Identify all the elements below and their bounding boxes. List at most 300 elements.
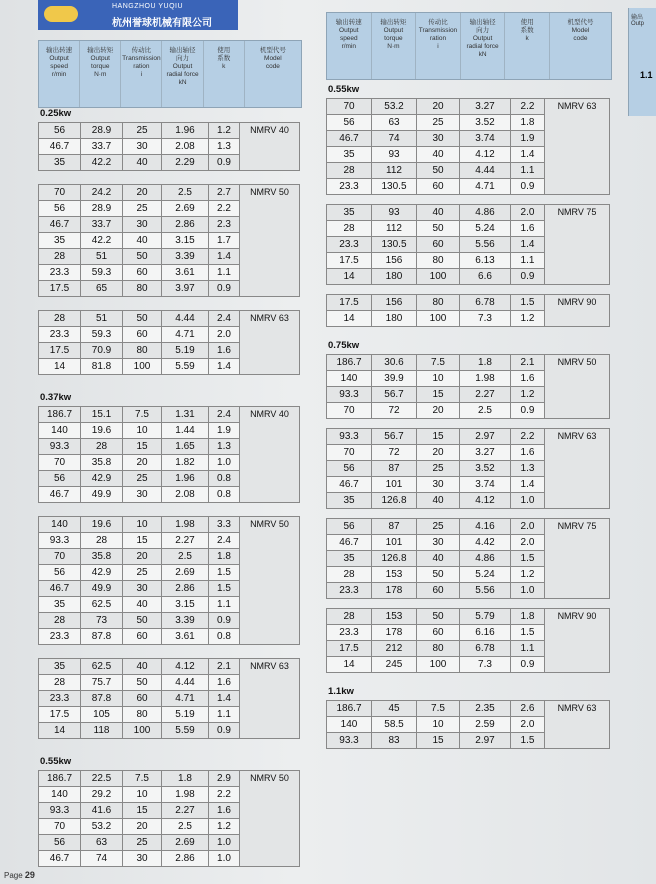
table-cell: 50 — [123, 613, 162, 629]
table-cell: 28 — [39, 249, 81, 265]
table-cell: 1.3 — [209, 139, 240, 155]
rating-table — [326, 204, 610, 285]
table-cell: 30 — [123, 487, 162, 503]
table-row — [39, 185, 300, 201]
table-cell: 29.2 — [81, 787, 123, 803]
table-cell: 10 — [417, 371, 460, 387]
rating-table — [326, 518, 610, 599]
table-cell: 2.2 — [209, 787, 240, 803]
table-cell: 1.1 — [209, 597, 240, 613]
table-cell: 1.1 — [209, 707, 240, 723]
table-cell: 70 — [39, 185, 81, 201]
table-cell: 4.71 — [460, 179, 511, 195]
table-cell: 126.8 — [372, 493, 417, 509]
table-cell: 140 — [39, 423, 81, 439]
table-cell: 75.7 — [81, 675, 123, 691]
table-cell: 4.86 — [460, 205, 511, 221]
header-model: 机型代号 Model code — [567, 19, 594, 42]
table-cell: 42.9 — [81, 565, 123, 581]
table-cell: 0.9 — [511, 269, 545, 285]
rating-table — [38, 184, 300, 297]
table-row — [327, 205, 610, 221]
table-cell: 7.3 — [460, 311, 511, 327]
table-cell: 0.9 — [511, 403, 545, 419]
table-cell: 1.8 — [162, 771, 209, 787]
table-cell: 56 — [39, 201, 81, 217]
table-cell: 112 — [372, 221, 417, 237]
table-cell: 28 — [81, 533, 123, 549]
table-cell: 35.8 — [81, 549, 123, 565]
table-cell: 49.9 — [81, 581, 123, 597]
table-cell: 40 — [123, 597, 162, 613]
table-cell: 7.5 — [123, 771, 162, 787]
table-cell: 186.7 — [39, 771, 81, 787]
table-cell: 2.27 — [162, 803, 209, 819]
table-cell: 3.27 — [460, 445, 511, 461]
header-model: 机型代号 Model code — [259, 47, 286, 70]
table-cell: 15 — [417, 429, 460, 445]
table-cell: 30 — [123, 139, 162, 155]
table-cell: 42.2 — [81, 155, 123, 171]
rating-table — [326, 608, 610, 673]
table-cell: 17.5 — [327, 295, 372, 311]
table-cell: 60 — [123, 327, 162, 343]
model-code-cell: NMRV 50 — [240, 771, 300, 867]
table-cell: 1.3 — [511, 461, 545, 477]
table-cell: 70.9 — [81, 343, 123, 359]
table-cell: 4.12 — [460, 493, 511, 509]
table-cell: 28 — [327, 567, 372, 583]
table-cell: 53.2 — [81, 819, 123, 835]
table-cell: 2.0 — [511, 535, 545, 551]
left-table-header — [38, 40, 302, 108]
table-cell: 93.3 — [39, 803, 81, 819]
table-cell: 80 — [123, 707, 162, 723]
table-cell: 23.3 — [327, 237, 372, 253]
table-cell: 156 — [372, 295, 417, 311]
model-code-cell: NMRV 40 — [240, 407, 300, 503]
power-section-title: 0.55kw — [328, 84, 360, 95]
table-cell: 2.69 — [162, 201, 209, 217]
table-cell: 1.6 — [209, 343, 240, 359]
table-cell: 3.39 — [162, 249, 209, 265]
table-cell: 49.9 — [81, 487, 123, 503]
table-cell: 14 — [39, 359, 81, 375]
table-cell: 4.44 — [162, 675, 209, 691]
table-cell: 23.3 — [39, 327, 81, 343]
table-cell: 100 — [123, 359, 162, 375]
table-cell: 1.5 — [511, 733, 545, 749]
table-cell: 1.96 — [162, 471, 209, 487]
table-cell: 23.3 — [327, 583, 372, 599]
table-cell: 1.65 — [162, 439, 209, 455]
table-cell: 40 — [123, 233, 162, 249]
table-cell: 1.1 — [209, 265, 240, 281]
table-cell: 46.7 — [327, 131, 372, 147]
table-row — [39, 659, 300, 675]
model-code-cell: NMRV 63 — [545, 429, 610, 509]
table-cell: 1.9 — [209, 423, 240, 439]
table-cell: 87.8 — [81, 629, 123, 645]
table-cell: 2.59 — [460, 717, 511, 733]
table-cell: 130.5 — [372, 179, 417, 195]
table-cell: 4.44 — [460, 163, 511, 179]
table-cell: 93.3 — [39, 439, 81, 455]
table-cell: 3.39 — [162, 613, 209, 629]
power-section-title: 0.75kw — [328, 340, 360, 351]
table-cell: 3.15 — [162, 597, 209, 613]
table-cell: 50 — [417, 221, 460, 237]
table-cell: 186.7 — [39, 407, 81, 423]
table-cell: 140 — [39, 787, 81, 803]
table-cell: 6.78 — [460, 641, 511, 657]
table-cell: 15 — [123, 533, 162, 549]
table-cell: 4.12 — [460, 147, 511, 163]
table-cell: 23.3 — [327, 625, 372, 641]
table-cell: 100 — [417, 311, 460, 327]
table-cell: 1.98 — [460, 371, 511, 387]
table-cell: 30 — [123, 851, 162, 867]
header-torque: 输出转矩 Output torque N·m — [80, 41, 121, 107]
table-cell: 87 — [372, 461, 417, 477]
table-cell: 3.61 — [162, 629, 209, 645]
table-cell: 20 — [123, 185, 162, 201]
table-cell: 10 — [123, 517, 162, 533]
table-cell: 65 — [81, 281, 123, 297]
table-cell: 1.1 — [511, 253, 545, 269]
table-cell: 56 — [39, 565, 81, 581]
rating-table — [326, 98, 610, 195]
next-page-header-edge: 输出 Outp — [628, 8, 656, 116]
table-cell: 28 — [327, 163, 372, 179]
right-table-header — [326, 12, 612, 80]
table-cell: 2.69 — [162, 835, 209, 851]
table-row — [327, 519, 610, 535]
table-cell: 1.6 — [511, 221, 545, 237]
table-cell: 25 — [123, 123, 162, 139]
table-cell: 2.0 — [511, 519, 545, 535]
table-cell: 2.4 — [209, 407, 240, 423]
model-code-cell: NMRV 63 — [240, 311, 300, 375]
table-cell: 33.7 — [81, 139, 123, 155]
table-cell: 1.8 — [209, 549, 240, 565]
table-cell: 30 — [417, 131, 460, 147]
table-cell: 2.27 — [460, 387, 511, 403]
table-cell: 1.6 — [209, 803, 240, 819]
header-factor: 使用 系数 k — [204, 41, 245, 107]
table-cell: 1.4 — [209, 249, 240, 265]
table-cell: 46.7 — [327, 535, 372, 551]
table-cell: 0.9 — [511, 657, 545, 673]
table-cell: 50 — [123, 675, 162, 691]
table-cell: 1.4 — [511, 237, 545, 253]
table-cell: 1.2 — [511, 311, 545, 327]
table-cell: 17.5 — [39, 707, 81, 723]
table-cell: 23.3 — [327, 179, 372, 195]
table-cell: 42.9 — [81, 471, 123, 487]
rating-table — [326, 354, 610, 419]
table-cell: 0.9 — [209, 155, 240, 171]
table-cell: 1.5 — [511, 295, 545, 311]
table-cell: 112 — [372, 163, 417, 179]
table-cell: 1.1 — [511, 163, 545, 179]
table-cell: 2.4 — [209, 533, 240, 549]
table-cell: 140 — [327, 371, 372, 387]
table-row — [327, 99, 610, 115]
table-cell: 25 — [123, 835, 162, 851]
table-cell: 25 — [123, 565, 162, 581]
table-row — [327, 701, 610, 717]
table-cell: 153 — [372, 609, 417, 625]
rating-table — [326, 428, 610, 509]
table-cell: 40 — [123, 155, 162, 171]
table-cell: 80 — [417, 295, 460, 311]
table-cell: 25 — [417, 519, 460, 535]
table-cell: 1.8 — [511, 609, 545, 625]
table-cell: 19.6 — [81, 423, 123, 439]
table-cell: 70 — [327, 403, 372, 419]
table-cell: 140 — [39, 517, 81, 533]
table-cell: 0.9 — [209, 723, 240, 739]
table-cell: 15.1 — [81, 407, 123, 423]
table-cell: 20 — [123, 549, 162, 565]
table-cell: 3.74 — [460, 131, 511, 147]
table-cell: 17.5 — [327, 253, 372, 269]
table-cell: 2.0 — [209, 327, 240, 343]
table-cell: 5.79 — [460, 609, 511, 625]
table-cell: 10 — [417, 717, 460, 733]
table-cell: 2.35 — [460, 701, 511, 717]
table-cell: 5.24 — [460, 221, 511, 237]
table-cell: 17.5 — [39, 281, 81, 297]
table-cell: 53.2 — [372, 99, 417, 115]
table-cell: 1.4 — [209, 691, 240, 707]
table-cell: 56 — [327, 115, 372, 131]
table-row — [39, 311, 300, 327]
table-cell: 60 — [123, 265, 162, 281]
table-cell: 2.2 — [511, 429, 545, 445]
table-cell: 0.8 — [209, 487, 240, 503]
table-cell: 72 — [372, 403, 417, 419]
table-cell: 80 — [123, 281, 162, 297]
table-cell: 59.3 — [81, 327, 123, 343]
table-cell: 1.2 — [511, 567, 545, 583]
table-cell: 3.27 — [460, 99, 511, 115]
table-cell: 60 — [417, 237, 460, 253]
table-row — [327, 295, 610, 311]
table-cell: 3.61 — [162, 265, 209, 281]
page-label: Page — [4, 871, 23, 880]
header-ratio: 传动比 Transmission ration i — [121, 41, 162, 107]
table-cell: 7.5 — [417, 355, 460, 371]
table-cell: 1.96 — [162, 123, 209, 139]
table-cell: 130.5 — [372, 237, 417, 253]
table-cell: 7.5 — [123, 407, 162, 423]
table-cell: 1.2 — [511, 387, 545, 403]
table-cell: 4.44 — [162, 311, 209, 327]
table-cell: 126.8 — [372, 551, 417, 567]
header-speed: 输出转速 Output speed r/min — [327, 13, 372, 79]
table-cell: 1.9 — [511, 131, 545, 147]
table-cell: 1.7 — [209, 233, 240, 249]
page-number: 29 — [24, 870, 35, 880]
table-cell: 62.5 — [81, 659, 123, 675]
table-cell: 46.7 — [39, 487, 81, 503]
table-cell: 25 — [417, 461, 460, 477]
table-cell: 80 — [123, 343, 162, 359]
table-cell: 180 — [372, 311, 417, 327]
table-cell: 10 — [123, 787, 162, 803]
table-cell: 5.19 — [162, 343, 209, 359]
model-code-cell: NMRV 75 — [545, 205, 610, 285]
model-code-cell: NMRV 63 — [545, 701, 610, 749]
table-cell: 2.08 — [162, 487, 209, 503]
table-cell: 51 — [81, 249, 123, 265]
table-cell: 2.2 — [511, 99, 545, 115]
table-cell: 58.5 — [372, 717, 417, 733]
table-cell: 28 — [81, 439, 123, 455]
table-cell: 20 — [123, 455, 162, 471]
table-cell: 2.86 — [162, 851, 209, 867]
table-cell: 60 — [417, 179, 460, 195]
table-cell: 20 — [417, 445, 460, 461]
table-cell: 17.5 — [39, 343, 81, 359]
table-cell: 2.5 — [162, 819, 209, 835]
table-cell: 5.59 — [162, 359, 209, 375]
table-cell: 83 — [372, 733, 417, 749]
table-cell: 101 — [372, 535, 417, 551]
power-section-title: 0.25kw — [40, 108, 72, 119]
table-cell: 100 — [417, 657, 460, 673]
rating-table — [38, 770, 300, 867]
table-cell: 39.9 — [372, 371, 417, 387]
table-cell: 2.97 — [460, 733, 511, 749]
table-cell: 3.52 — [460, 461, 511, 477]
rating-table — [326, 294, 610, 327]
rating-table — [326, 700, 610, 749]
table-cell: 3.74 — [460, 477, 511, 493]
table-row — [327, 429, 610, 445]
table-cell: 93 — [372, 205, 417, 221]
table-cell: 245 — [372, 657, 417, 673]
table-cell: 28 — [39, 613, 81, 629]
table-cell: 118 — [81, 723, 123, 739]
table-cell: 6.13 — [460, 253, 511, 269]
table-cell: 46.7 — [39, 851, 81, 867]
model-code-cell: NMRV 50 — [240, 517, 300, 645]
table-cell: 2.1 — [209, 659, 240, 675]
header-radial: 输出轴径 向力 Output radial force kN — [162, 41, 203, 107]
table-cell: 2.86 — [162, 581, 209, 597]
rating-table — [38, 516, 300, 645]
model-code-cell: NMRV 40 — [240, 123, 300, 171]
table-cell: 72 — [372, 445, 417, 461]
header-ratio: 传动比 Transmission ration i — [416, 13, 461, 79]
table-cell: 1.98 — [162, 787, 209, 803]
table-cell: 40 — [123, 659, 162, 675]
table-cell: 35 — [39, 659, 81, 675]
table-cell: 93.3 — [327, 429, 372, 445]
table-cell: 30 — [417, 477, 460, 493]
table-cell: 35.8 — [81, 455, 123, 471]
table-cell: 62.5 — [81, 597, 123, 613]
table-cell: 70 — [39, 819, 81, 835]
table-cell: 40 — [417, 205, 460, 221]
table-cell: 73 — [81, 613, 123, 629]
table-cell: 28 — [39, 675, 81, 691]
table-cell: 153 — [372, 567, 417, 583]
table-cell: 41.6 — [81, 803, 123, 819]
table-cell: 1.0 — [209, 835, 240, 851]
table-cell: 22.5 — [81, 771, 123, 787]
table-cell: 2.1 — [511, 355, 545, 371]
table-cell: 40 — [417, 551, 460, 567]
table-cell: 14 — [327, 311, 372, 327]
table-cell: 60 — [417, 583, 460, 599]
table-cell: 70 — [327, 99, 372, 115]
table-cell: 1.4 — [511, 477, 545, 493]
model-code-cell: NMRV 90 — [545, 609, 610, 673]
model-code-cell: NMRV 50 — [240, 185, 300, 297]
table-cell: 60 — [123, 629, 162, 645]
table-cell: 156 — [372, 253, 417, 269]
table-cell: 2.29 — [162, 155, 209, 171]
table-cell: 3.15 — [162, 233, 209, 249]
table-cell: 23.3 — [39, 629, 81, 645]
table-cell: 15 — [123, 803, 162, 819]
table-cell: 30.6 — [372, 355, 417, 371]
table-cell: 2.3 — [209, 217, 240, 233]
power-section-title: 0.55kw — [40, 756, 72, 767]
table-cell: 35 — [327, 551, 372, 567]
table-cell: 19.6 — [81, 517, 123, 533]
table-cell: 1.5 — [511, 625, 545, 641]
table-cell: 5.59 — [162, 723, 209, 739]
table-cell: 56 — [39, 471, 81, 487]
table-cell: 4.71 — [162, 327, 209, 343]
table-cell: 186.7 — [327, 355, 372, 371]
table-cell: 80 — [417, 641, 460, 657]
table-cell: 2.0 — [511, 205, 545, 221]
table-cell: 28.9 — [81, 123, 123, 139]
table-cell: 87 — [372, 519, 417, 535]
table-cell: 4.86 — [460, 551, 511, 567]
table-cell: 4.16 — [460, 519, 511, 535]
table-cell: 7.3 — [460, 657, 511, 673]
table-cell: 1.4 — [209, 359, 240, 375]
table-cell: 93.3 — [327, 733, 372, 749]
table-cell: 28 — [39, 311, 81, 327]
table-cell: 56.7 — [372, 429, 417, 445]
table-cell: 1.4 — [511, 147, 545, 163]
header-factor: 使用 系数 k — [505, 13, 550, 79]
table-cell: 25 — [417, 115, 460, 131]
table-cell: 50 — [417, 567, 460, 583]
table-cell: 1.3 — [209, 439, 240, 455]
table-cell: 0.8 — [209, 471, 240, 487]
rating-table — [38, 122, 300, 171]
table-cell: 35 — [39, 233, 81, 249]
table-row — [327, 355, 610, 371]
table-cell: 2.86 — [162, 217, 209, 233]
table-cell: 178 — [372, 625, 417, 641]
table-cell: 14 — [39, 723, 81, 739]
rating-table — [38, 406, 300, 503]
table-cell: 105 — [81, 707, 123, 723]
table-cell: 28 — [327, 221, 372, 237]
table-cell: 5.24 — [460, 567, 511, 583]
table-cell: 25 — [123, 201, 162, 217]
